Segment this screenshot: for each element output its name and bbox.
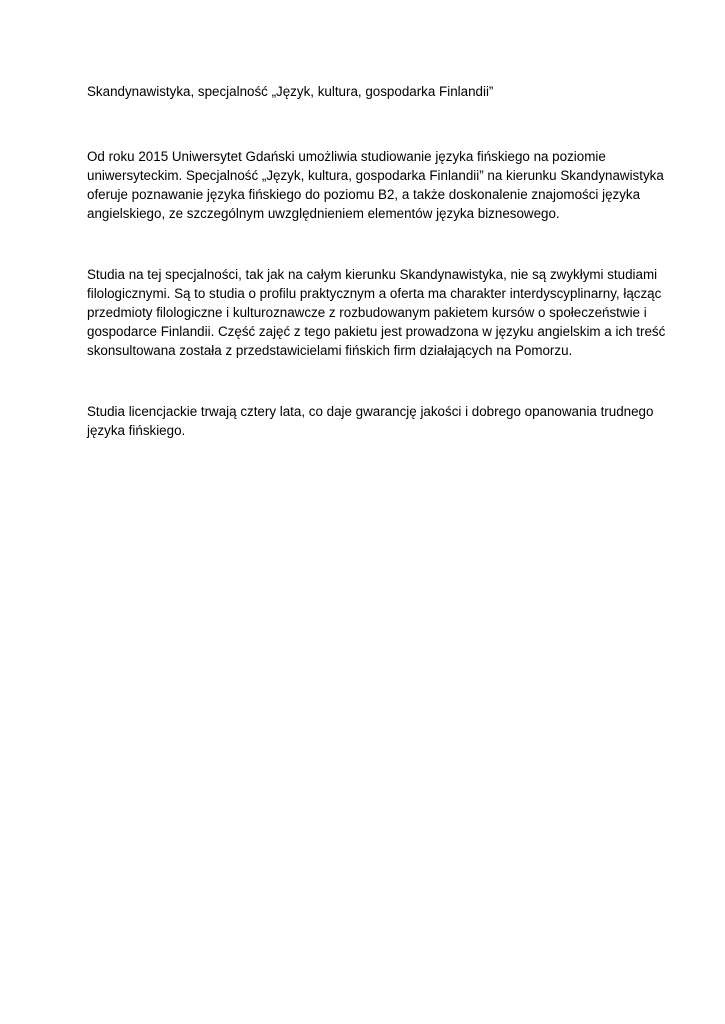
paragraph-line: oferuje poznawanie języka fińskiego do poziomu B2, a także doskonalenie znajomości języka: [87, 187, 641, 202]
paragraph-duration: [87, 402, 653, 440]
paragraph-line: gospodarce Finlandii. Część zajęć z tego pakietu jest prowadzona w języku angielskim a ich treść: [87, 324, 666, 339]
paragraph-line: przedmioty filologiczne i kulturoznawcze z rozbudowanym pakietem kursów o społeczeństwie i: [87, 305, 647, 320]
document-heading: Skandynawistyka, specjalność „Język, kultura, gospodarka Finlandii”: [87, 84, 494, 99]
paragraph-line: Studia licencjackie trwają cztery lata, co daje gwarancję jakości i dobrego opanowania trudnego: [87, 404, 654, 419]
paragraph-line: filologicznymi. Są to studia o profilu praktycznym a oferta ma charakter interdyscyplinarny, łącząc: [87, 286, 662, 301]
paragraph-intro: [87, 147, 664, 223]
paragraph-line: języka fińskiego.: [87, 423, 186, 438]
paragraph-program: [87, 265, 665, 360]
paragraph-line: Od roku 2015 Uniwersytet Gdański umożliwia studiowanie języka fińskiego na poziomie: [87, 149, 606, 164]
paragraph-line: angielskiego, ze szczególnym uwzględnieniem elementów języka biznesowego.: [87, 206, 560, 221]
document-body: [87, 82, 666, 438]
paragraph-line: uniwersyteckim. Specjalność „Język, kultura, gospodarka Finlandii” na kierunku Skandynawistyka: [87, 168, 664, 183]
paragraph-line: Studia na tej specjalności, tak jak na całym kierunku Skandynawistyka, nie są zwykłymi studiami: [87, 267, 658, 282]
paragraph-line: skonsultowana została z przedstawicielami fińskich firm działających na Pomorzu.: [87, 343, 573, 358]
